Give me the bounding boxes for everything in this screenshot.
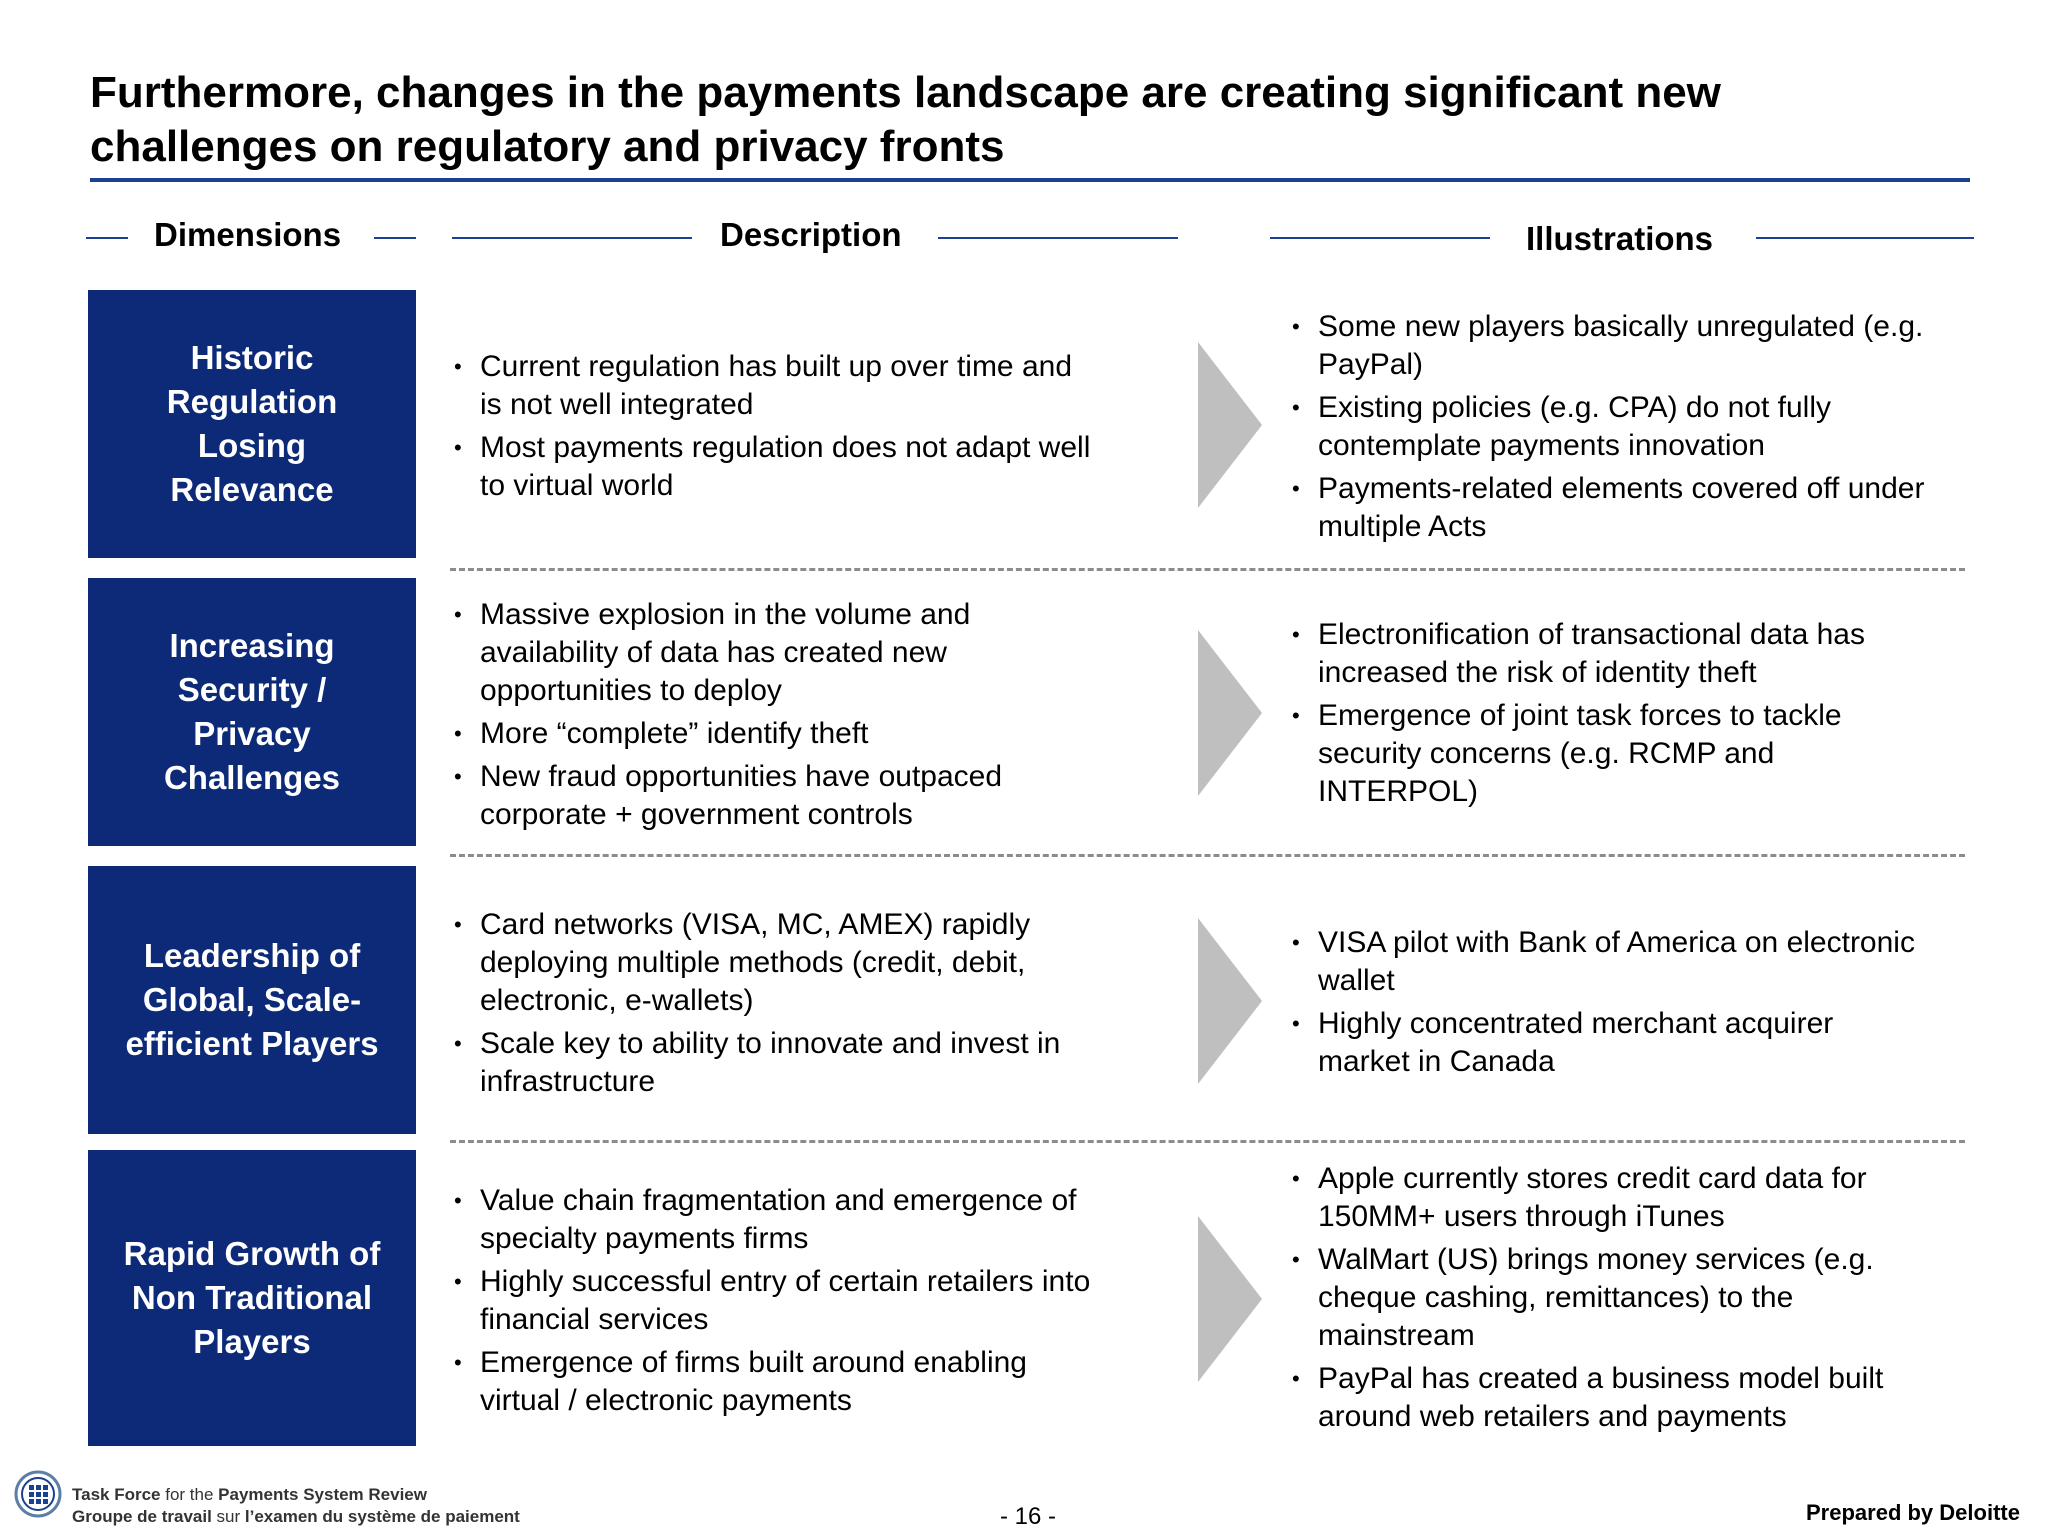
prepared-by: Prepared by Deloitte (1806, 1500, 2020, 1525)
chevron-right-icon (1198, 630, 1262, 796)
bullet-icon: • (1292, 1366, 1300, 1391)
bullet-icon: • (1292, 622, 1300, 647)
list-item: • Massive explosion in the volume and availability of data has created new opportunities to deploy (454, 598, 971, 707)
dimension-line: Rapid Growth of (123, 1235, 381, 1272)
dimension-line: Regulation (166, 383, 338, 420)
dimension-box-non-traditional-players (88, 1150, 416, 1446)
dimension-line: Challenges (163, 759, 341, 796)
dimension-box-global-players (88, 866, 416, 1134)
list-item: • Highly successful entry of certain retailers into financial services (454, 1265, 1091, 1336)
row-divider (450, 568, 1965, 571)
dimension-line: Global, Scale- (142, 981, 362, 1018)
page-number: - 16 - (1000, 1503, 1057, 1530)
bullet-icon: • (1292, 1011, 1300, 1036)
list-item: • Emergence of firms built around enabling virtual / electronic payments (454, 1346, 1027, 1417)
bullet-icon: • (454, 354, 462, 379)
illustrations-list (1290, 308, 1980, 551)
dimension-box-security-privacy (88, 578, 416, 846)
list-item: • WalMart (US) brings money services (e.g. cheque cashing, remittances) to the mainstream (1292, 1243, 1874, 1352)
bullet-icon: • (1292, 1247, 1300, 1272)
header-rule (1270, 237, 1490, 239)
list-item: • Current regulation has built up over time and is not well integrated (454, 350, 1073, 421)
bullet-icon: • (454, 1269, 462, 1294)
chevron-right-icon (1198, 342, 1262, 508)
dimension-line: Leadership of (143, 937, 361, 974)
list-item: • Most payments regulation does not adapt well to virtual world (454, 431, 1091, 502)
header-rule (452, 237, 692, 239)
dimension-line: Relevance (170, 471, 334, 508)
list-item: • New fraud opportunities have outpaced corporate + government controls (454, 760, 1003, 831)
list-item: • Value chain fragmentation and emergence of specialty payments firms (454, 1184, 1077, 1255)
bullet-icon: • (1292, 930, 1300, 955)
bullet-icon: • (454, 721, 462, 746)
bullet-icon: • (1292, 395, 1300, 420)
list-item: • Payments-related elements covered off under multiple Acts (1292, 472, 1925, 543)
header-dimensions: Dimensions (154, 216, 342, 253)
description-list (452, 906, 1152, 1106)
page-title (90, 66, 1990, 174)
bullet-icon: • (1292, 703, 1300, 728)
task-force-logo-icon (14, 1470, 62, 1518)
title-underline (90, 178, 1970, 182)
dimension-line: Historic (190, 339, 314, 376)
header-rule (86, 237, 128, 239)
page-title-line-1: Furthermore, changes in the payments landscape are creating significant new (90, 68, 1721, 117)
header-rule (1756, 237, 1974, 239)
header-rule (938, 237, 1178, 239)
header-rule (374, 237, 416, 239)
dimension-line: Privacy (193, 715, 311, 752)
bullet-icon: • (454, 1188, 462, 1213)
bullet-icon: • (454, 435, 462, 460)
bullet-icon: • (454, 764, 462, 789)
dimension-line: Losing (197, 427, 307, 464)
bullet-icon: • (1292, 314, 1300, 339)
header-illustrations: Illustrations (1526, 220, 1714, 257)
row-divider (450, 1140, 1965, 1143)
task-force-logo-text: Task Force for the Payments System Review Groupe de travail sur l’examen du système de paiement (72, 1485, 520, 1526)
description-list (452, 1182, 1152, 1425)
bullet-icon: • (454, 912, 462, 937)
bullet-icon: • (454, 1350, 462, 1375)
list-item: • PayPal has created a business model built around web retailers and payments (1292, 1362, 1884, 1433)
description-list (452, 348, 1152, 510)
bullet-icon: • (1292, 1166, 1300, 1191)
header-description: Description (720, 216, 902, 253)
dimension-line: Players (193, 1323, 311, 1360)
list-item: • Electronification of transactional data has increased the risk of identity theft (1292, 618, 1865, 689)
bullet-icon: • (454, 1031, 462, 1056)
list-item: • VISA pilot with Bank of America on electronic wallet (1292, 926, 1915, 997)
list-item: • Emergence of joint task forces to tackle security concerns (e.g. RCMP and INTERPOL) (1292, 699, 1842, 808)
list-item: • Card networks (VISA, MC, AMEX) rapidly deploying multiple methods (credit, debit, electronic, e-wallets) (454, 908, 1031, 1017)
row-divider (450, 854, 1965, 857)
bullet-icon: • (454, 602, 462, 627)
illustrations-list (1290, 924, 1980, 1086)
list-item: • Apple currently stores credit card data for 150MM+ users through iTunes (1292, 1162, 1867, 1233)
dimension-line: efficient Players (125, 1025, 379, 1062)
illustrations-list (1290, 1160, 1980, 1441)
list-item: • Existing policies (e.g. CPA) do not fully contemplate payments innovation (1292, 391, 1832, 462)
bullet-icon: • (1292, 476, 1300, 501)
list-item: • Scale key to ability to innovate and invest in infrastructure (454, 1027, 1061, 1098)
illustrations-list (1290, 616, 1980, 816)
list-item: • Highly concentrated merchant acquirer market in Canada (1292, 1007, 1834, 1078)
chevron-right-icon (1198, 1216, 1262, 1382)
dimension-line: Increasing (169, 627, 335, 664)
description-list (452, 596, 1152, 839)
list-item: • Some new players basically unregulated (e.g. PayPal) (1292, 310, 1924, 381)
page-title-line-2: challenges on regulatory and privacy fronts (90, 122, 1005, 171)
list-item: • More “complete” identify theft (452, 715, 1152, 753)
dimension-box-historic-regulation (88, 290, 416, 558)
dimension-line: Non Traditional (131, 1279, 373, 1316)
chevron-right-icon (1198, 918, 1262, 1084)
dimension-line: Security / (177, 671, 327, 708)
